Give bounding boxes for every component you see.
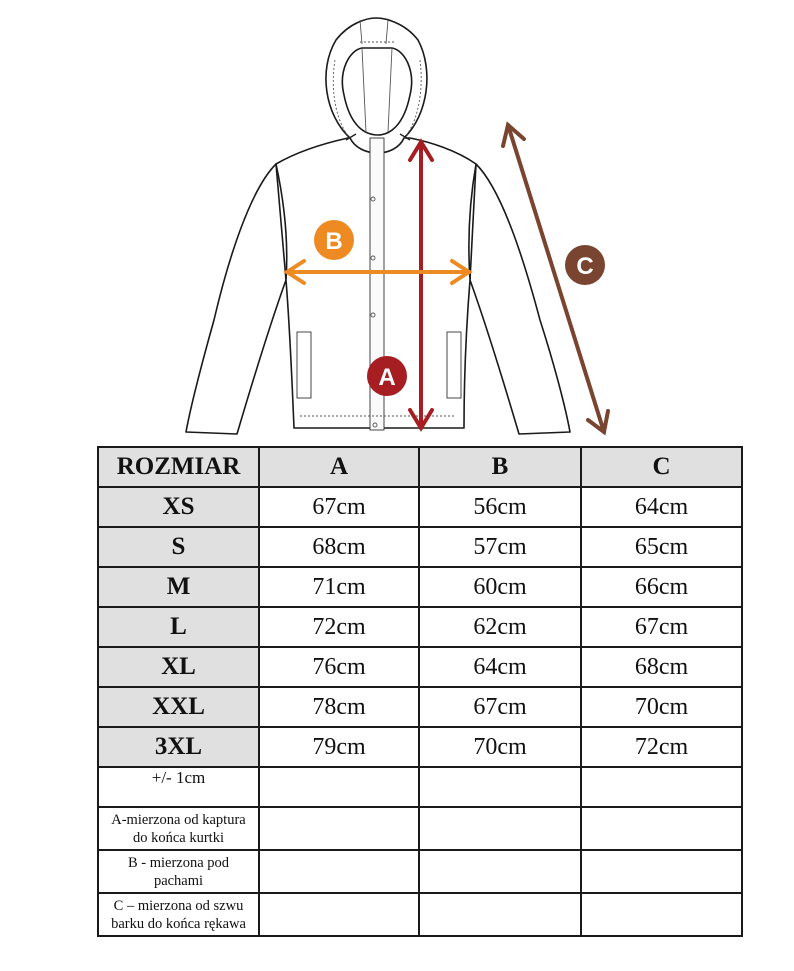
note-b-line2: pachami [153, 872, 204, 889]
header-a: A [259, 447, 419, 487]
size-cell: S [98, 527, 259, 567]
right-sleeve [470, 164, 570, 434]
value-c: 67cm [581, 607, 742, 647]
empty-cell [259, 807, 419, 850]
empty-cell [581, 767, 742, 807]
header-c: C [581, 447, 742, 487]
value-c: 65cm [581, 527, 742, 567]
size-cell: 3XL [98, 727, 259, 767]
value-b: 67cm [419, 687, 581, 727]
badge-c-label: C [576, 253, 594, 280]
value-a: 67cm [259, 487, 419, 527]
jacket-measurement-diagram [0, 0, 794, 446]
value-a: 76cm [259, 647, 419, 687]
table-row [98, 567, 742, 607]
left-sleeve [186, 164, 286, 434]
table-header-row [98, 447, 742, 487]
value-b: 62cm [419, 607, 581, 647]
empty-cell [259, 850, 419, 893]
badge-b [314, 220, 354, 260]
value-a: 71cm [259, 567, 419, 607]
size-cell: XS [98, 487, 259, 527]
note-a [98, 807, 259, 850]
value-a: 79cm [259, 727, 419, 767]
value-a: 68cm [259, 527, 419, 567]
table-row [98, 647, 742, 687]
badge-a-label: A [378, 364, 396, 391]
empty-cell [419, 893, 581, 936]
value-c: 72cm [581, 727, 742, 767]
header-b: B [419, 447, 581, 487]
value-c: 68cm [581, 647, 742, 687]
empty-cell [419, 850, 581, 893]
table-row [98, 727, 742, 767]
tolerance-note: +/- 1cm [98, 767, 259, 807]
left-pocket [297, 332, 311, 398]
value-c: 64cm [581, 487, 742, 527]
note-a-line2: do końca kurtki [132, 829, 224, 846]
note-row-a [98, 807, 742, 850]
value-b: 70cm [419, 727, 581, 767]
empty-cell [259, 767, 419, 807]
size-cell: L [98, 607, 259, 647]
badge-a [367, 356, 407, 396]
empty-cell [581, 893, 742, 936]
table-row [98, 687, 742, 727]
note-b-line1: B - mierzona pod [127, 854, 230, 871]
size-cell: XXL [98, 687, 259, 727]
empty-cell [259, 893, 419, 936]
size-cell: M [98, 567, 259, 607]
badge-b-label: B [325, 228, 343, 255]
note-c [98, 893, 259, 936]
table-row [98, 527, 742, 567]
value-c: 70cm [581, 687, 742, 727]
note-a-line1: A-mierzona od kaptura [111, 811, 246, 828]
value-b: 56cm [419, 487, 581, 527]
value-a: 78cm [259, 687, 419, 727]
size-chart-table [97, 446, 743, 937]
note-row-c [98, 893, 742, 936]
note-row-b [98, 850, 742, 893]
value-c: 66cm [581, 567, 742, 607]
badge-c [565, 245, 605, 285]
header-size: ROZMIAR [98, 447, 259, 487]
empty-cell [419, 767, 581, 807]
empty-cell [419, 807, 581, 850]
value-b: 64cm [419, 647, 581, 687]
note-b [98, 850, 259, 893]
tolerance-row [98, 767, 742, 807]
empty-cell [581, 807, 742, 850]
empty-cell [581, 850, 742, 893]
size-cell: XL [98, 647, 259, 687]
value-a: 72cm [259, 607, 419, 647]
value-b: 57cm [419, 527, 581, 567]
note-c-line1: C – mierzona od szwu [113, 897, 244, 914]
note-c-line2: barku do końca rękawa [111, 915, 246, 932]
table-row [98, 487, 742, 527]
value-b: 60cm [419, 567, 581, 607]
table-row [98, 607, 742, 647]
right-pocket [447, 332, 461, 398]
